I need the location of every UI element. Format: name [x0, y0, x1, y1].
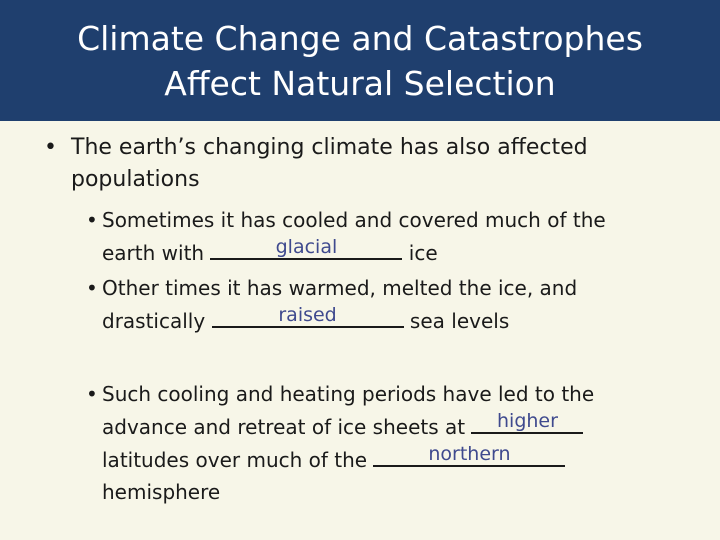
bullet-marker: •: [86, 382, 98, 406]
sub-bullet-line-4: hemisphere: [102, 480, 221, 504]
sub-bullet-line-3: [102, 443, 702, 476]
bullet-marker: •: [86, 208, 98, 232]
text-after-blank: sea levels: [403, 309, 510, 333]
sub-bullet-line-2: [102, 304, 702, 337]
text-before-blank: latitudes over much of the: [102, 448, 374, 472]
blank-answer: higher: [497, 410, 558, 432]
blank-answer: raised: [278, 304, 337, 326]
bullet-marker: •: [86, 276, 98, 300]
fill-in-blank: [471, 410, 583, 434]
main-bullet-line-1: The earth’s changing climate has also affected: [71, 135, 588, 160]
fill-in-blank: [210, 236, 402, 260]
sub-bullet-line-2: [102, 410, 702, 443]
text-before-blank: earth with: [102, 241, 211, 265]
blank-answer: northern: [428, 443, 511, 465]
text-before-blank: drastically: [102, 309, 212, 333]
main-bullet-text: [71, 132, 691, 196]
sub-bullet-line-1: Such cooling and heating periods have led to the: [102, 382, 595, 406]
sub-bullet-text: [102, 204, 702, 269]
sub-bullet-text: [102, 378, 702, 508]
fill-in-blank: [373, 443, 565, 467]
title-bar: [0, 0, 720, 121]
sub-bullet-line-2: [102, 236, 702, 269]
bullet-marker: •: [44, 135, 57, 160]
fill-in-blank: [212, 304, 404, 328]
text-after-blank: ice: [402, 241, 438, 265]
text-before-blank: advance and retreat of ice sheets at: [102, 415, 472, 439]
slide-title-line-1: Climate Change and Catastrophes: [77, 18, 643, 58]
blank-answer: glacial: [275, 236, 338, 258]
slide-title-line-2: Affect Natural Selection: [164, 63, 556, 103]
sub-bullet-line-1: Sometimes it has cooled and covered much of the: [102, 208, 606, 232]
main-bullet-line-2: populations: [71, 167, 200, 192]
sub-bullet-text: [102, 272, 702, 337]
sub-bullet-line-1: Other times it has warmed, melted the ice, and: [102, 276, 578, 300]
